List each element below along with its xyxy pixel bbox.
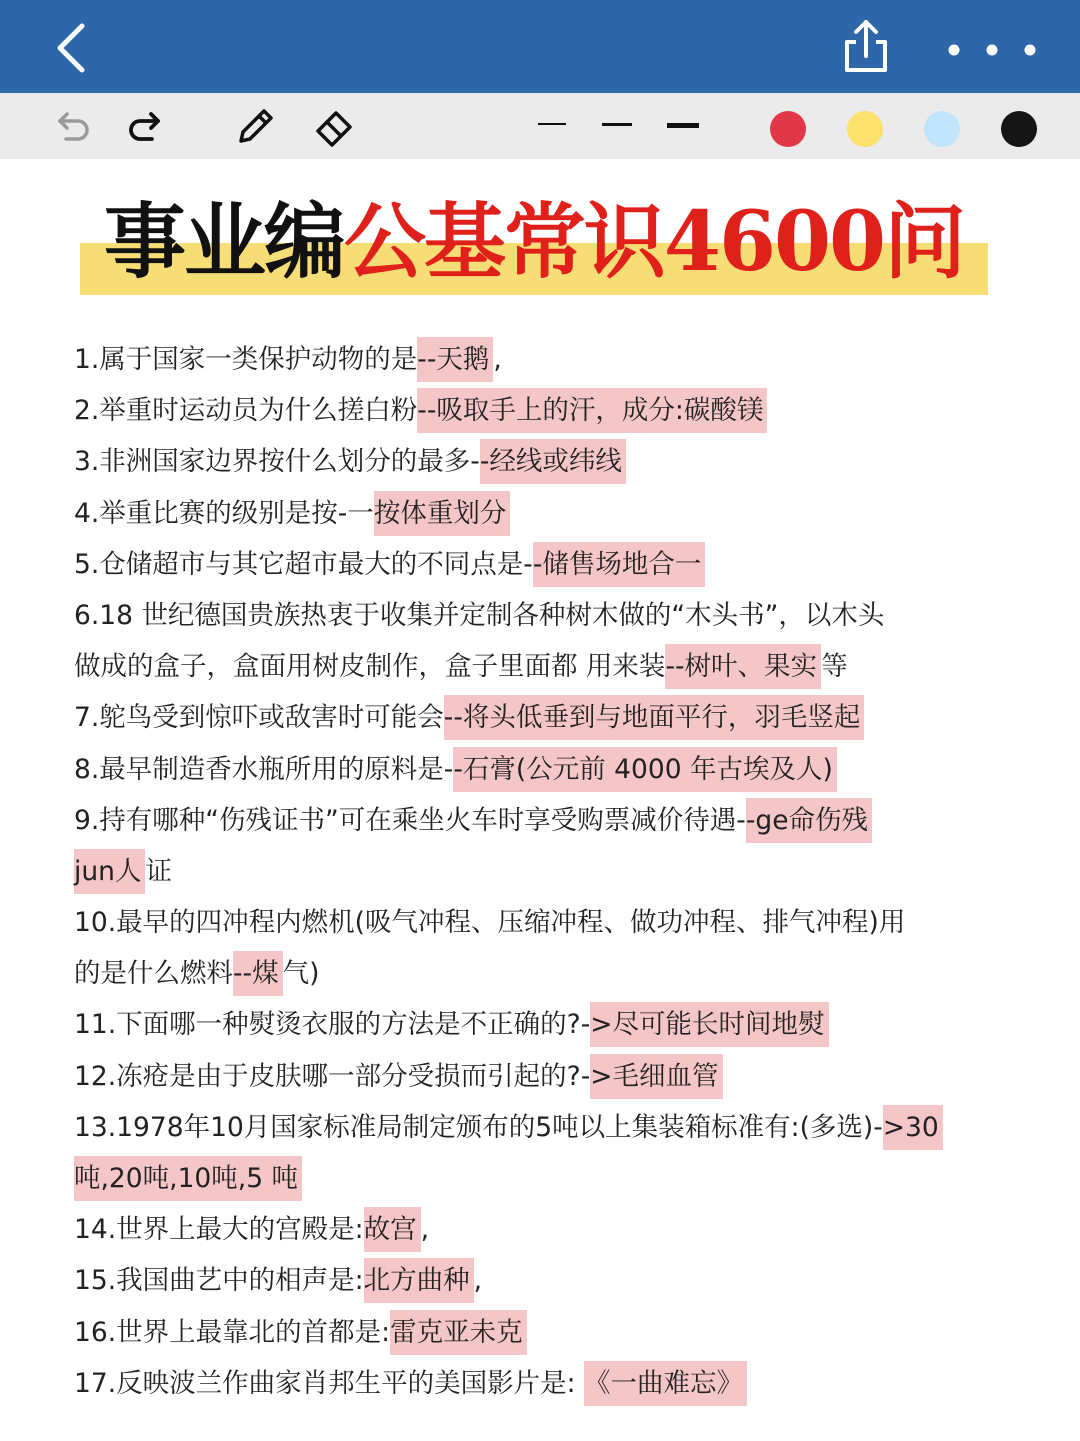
question-text: 16.世界上最靠北的首都是: xyxy=(74,1316,391,1348)
question-line xyxy=(74,1255,1014,1306)
chevron-left-icon[interactable] xyxy=(48,20,94,76)
question-text: 7.鸵鸟受到惊吓或敌害时可能会 xyxy=(74,702,444,734)
question-tail: 等 xyxy=(821,651,848,683)
answer-highlight: >30 xyxy=(883,1105,943,1150)
drawing-toolbar xyxy=(0,93,1080,159)
question-text: 14.世界上最大的宫殿是: xyxy=(74,1214,364,1246)
answer-highlight: 北方曲种 xyxy=(364,1258,474,1303)
answer-highlight: >毛细血管 xyxy=(590,1054,722,1099)
question-line xyxy=(74,488,1014,539)
question-tail: 证 xyxy=(145,855,172,887)
question-text: 5.仓储超市与其它超市最大的不同点是- xyxy=(74,548,533,580)
stroke-width-thick[interactable] xyxy=(667,123,699,128)
question-line xyxy=(74,846,1014,897)
answer-highlight: -经线或纬线 xyxy=(480,439,626,484)
answer-highlight: --天鹅 xyxy=(417,337,493,382)
answer-highlight: 故宫 xyxy=(364,1207,421,1252)
more-dots-icon[interactable] xyxy=(936,30,1046,70)
question-line xyxy=(74,897,1014,948)
question-text: 1.属于国家一类保护动物的是 xyxy=(74,344,418,375)
title-part-red: 公基常识4600问 xyxy=(343,194,965,290)
answer-highlight: 按体重划分 xyxy=(374,491,511,536)
question-line xyxy=(74,1307,1014,1358)
answer-highlight: >尽可能长时间地熨 xyxy=(590,1002,828,1047)
question-tail: 气) xyxy=(282,958,320,990)
question-text: 13.1978年10月国家标准局制定颁布的5吨以上集装箱标准有:(多选)- xyxy=(74,1111,883,1143)
top-app-bar xyxy=(0,0,1080,93)
question-text: 8.最早制造香水瓶所用的原料是- xyxy=(74,753,454,785)
answer-highlight: -ge命伤残 xyxy=(746,798,872,843)
color-swatch-light-blue[interactable] xyxy=(924,111,960,147)
page-title xyxy=(80,186,988,298)
answer-highlight: 雷克亚未克 xyxy=(390,1310,527,1355)
answer-highlight: -储售场地合一 xyxy=(533,542,706,587)
color-swatch-red[interactable] xyxy=(770,111,806,147)
question-tail: , xyxy=(493,344,502,375)
question-line xyxy=(74,948,1014,999)
stroke-width-thin[interactable] xyxy=(538,123,566,125)
answer-highlight: -石膏(公元前 4000 年古埃及人) xyxy=(453,747,837,792)
question-line xyxy=(74,1051,1014,1102)
question-text: 做成的盒子，盒面用树皮制作，盒子里面都 用来装 xyxy=(74,651,666,683)
question-line xyxy=(74,641,1014,692)
question-tail: , xyxy=(420,1214,430,1246)
question-line xyxy=(74,795,1014,846)
redo-icon[interactable] xyxy=(124,105,168,149)
question-text: 4.举重比赛的级别是按-一 xyxy=(74,497,374,529)
answer-highlight: 《一曲难忘》 xyxy=(584,1361,747,1406)
answer-highlight: jun人 xyxy=(74,849,145,894)
undo-icon[interactable] xyxy=(50,105,94,149)
question-text: 的是什么燃料 xyxy=(74,958,233,990)
color-swatch-black[interactable] xyxy=(1001,111,1037,147)
question-tail: , xyxy=(473,1265,483,1297)
question-line xyxy=(74,692,1014,743)
color-swatch-yellow[interactable] xyxy=(847,111,883,147)
answer-highlight: --树叶、果实 xyxy=(665,644,821,689)
question-line xyxy=(74,590,1014,641)
title-part-black: 事业编 xyxy=(103,194,344,290)
question-text: 15.我国曲艺中的相声是: xyxy=(74,1265,364,1297)
answer-highlight: 吨,20吨,10吨,5 吨 xyxy=(74,1156,302,1201)
question-line xyxy=(74,436,1014,487)
question-text: 9.持有哪种“伤残证书”可在乘坐火车时享受购票减价待遇- xyxy=(74,804,746,836)
share-icon[interactable] xyxy=(838,18,894,76)
question-text: 6.18 世纪德国贵族热衷于收集并定制各种树木做的“木头书”，以木头 xyxy=(74,599,885,631)
answer-highlight: --将头低垂到与地面平行，羽毛竖起 xyxy=(444,695,865,740)
page-title-block xyxy=(80,186,988,298)
question-list xyxy=(74,334,1014,1409)
pencil-icon[interactable] xyxy=(233,105,277,149)
question-line xyxy=(74,334,1014,385)
question-line xyxy=(74,1102,1014,1153)
question-text: 3.非洲国家边界按什么划分的最多- xyxy=(74,446,480,478)
question-line xyxy=(74,1204,1014,1255)
question-text: 12.冻疮是由于皮肤哪一部分受损而引起的?- xyxy=(74,1060,591,1092)
question-text: 17.反映波兰作曲家肖邦生平的美国影片是: xyxy=(74,1367,584,1399)
question-line xyxy=(74,539,1014,590)
question-line xyxy=(74,1153,1014,1204)
question-line xyxy=(74,1358,1014,1409)
question-text: 11.下面哪一种熨烫衣服的方法是不正确的?- xyxy=(74,1009,591,1041)
eraser-icon[interactable] xyxy=(312,105,356,149)
question-line xyxy=(74,385,1014,436)
answer-highlight: --吸取手上的汗，成分:碳酸镁 xyxy=(417,388,767,433)
question-text: 2.举重时运动员为什么搓白粉 xyxy=(74,395,418,427)
answer-highlight: --煤 xyxy=(233,951,283,996)
question-line xyxy=(74,744,1014,795)
question-text: 10.最早的四冲程内燃机(吸气冲程、压缩冲程、做功冲程、排气冲程)用 xyxy=(74,907,906,939)
question-line xyxy=(74,999,1014,1050)
stroke-width-medium[interactable] xyxy=(602,123,632,126)
